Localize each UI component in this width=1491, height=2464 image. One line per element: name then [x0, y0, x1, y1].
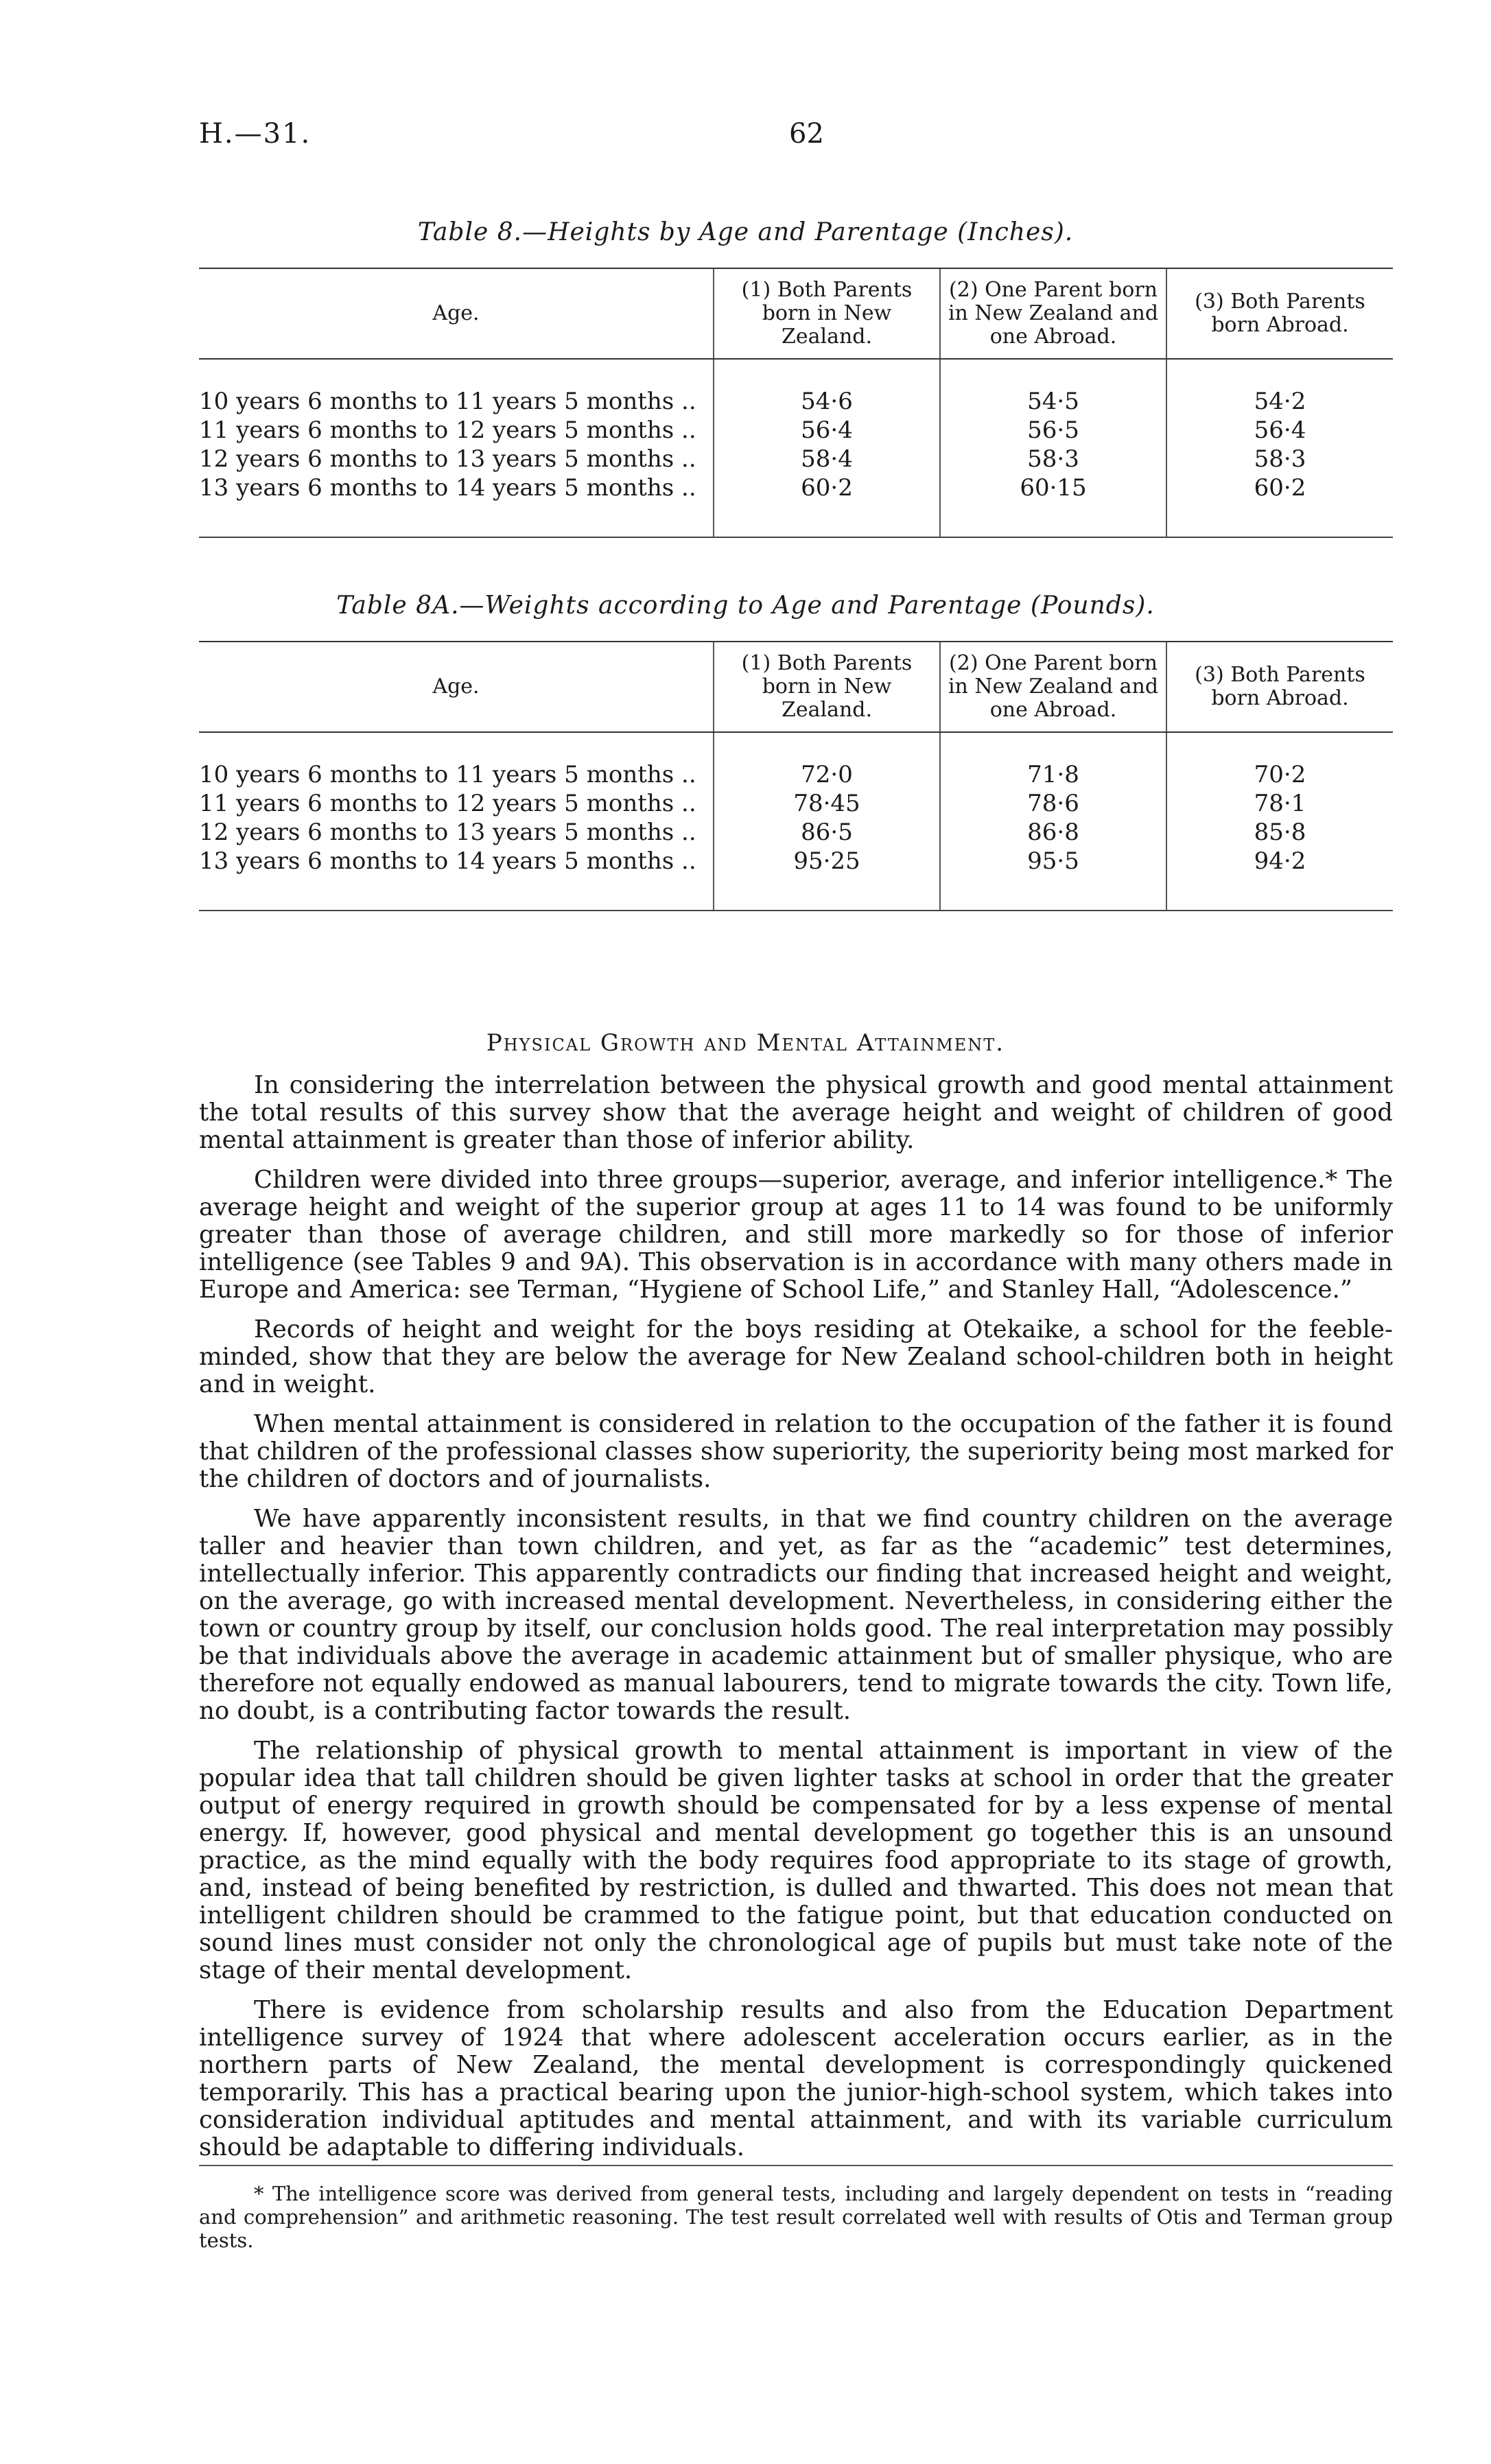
value-cell: 58·3 [1166, 445, 1393, 473]
value-cell: 86·8 [940, 818, 1166, 847]
column-header-age: Age. [199, 642, 714, 732]
value-cell: 60·2 [1166, 473, 1393, 502]
paragraph: The relationship of physical growth to mental attainment is important in view of the popular idea that tall children should be given lighter tasks at school in order that the greater output of energy required in growth should be compensated for by a less expense of mental energy. If, however, good physical and mental development go together this is an unsound practice, as the mind equally with the body requires food appropriate to its stage of growth, and, instead of being benefited by restriction, is dulled and thwarted. This does not mean that intelligent children should be crammed to the fatigue point, but that education conducted on sound lines must consider not only the chronological age of pupils but must take note of the stage of their mental development. [199, 1737, 1393, 1984]
value-cell: 70·2 [1166, 760, 1393, 789]
age-range-cell: 13 years 6 months to 14 years 5 months .. [199, 474, 696, 502]
body-text [199, 1072, 1393, 2174]
value-cell: 95·5 [940, 847, 1166, 876]
table-8-title: Table 8.—Heights by Age and Parentage (Inches). [417, 218, 1074, 246]
column-header-one-nz: (2) One Parent born in New Zealand and one Abroad. [940, 268, 1166, 359]
paragraph: Records of height and weight for the boys residing at Otekaike, a school for the feeble-minded, show that they are below the average for New Zealand school-children both in height and in weight. [199, 1315, 1393, 1398]
column-header-both-abroad: (3) Both Parents born Abroad. [1166, 268, 1393, 359]
age-range-cell: 12 years 6 months to 13 years 5 months .. [199, 819, 696, 846]
age-range-cell: 13 years 6 months to 14 years 5 months .. [199, 847, 696, 875]
value-cell: 85·8 [1166, 818, 1393, 847]
table-row [199, 445, 1393, 473]
value-cell: 60·15 [940, 473, 1166, 502]
value-cell: 86·5 [714, 818, 940, 847]
page-number: 62 [789, 118, 824, 150]
value-cell: 54·6 [714, 387, 940, 416]
paragraph: In considering the interrelation between the physical growth and good mental attainment the total results of this survey show that the average height and weight of children of good mental attainment is greater than those of inferior ability. [199, 1071, 1393, 1154]
age-range-cell: 10 years 6 months to 11 years 5 months .. [199, 388, 696, 415]
footnote: * The intelligence score was derived from general tests, including and largely dependent on tests in “reading and comprehension” and arithmetic reasoning. The test result correlated well with results of Otis and Terman group tests. [199, 2182, 1393, 2252]
value-cell: 78·45 [714, 789, 940, 818]
value-cell: 60·2 [714, 473, 940, 502]
value-cell: 78·1 [1166, 789, 1393, 818]
paragraph: We have apparently inconsistent results, in that we find country children on the average taller and heavier than town children, and yet, as far as the “academic” test determines, intellectually inferior. This apparently contradicts our finding that increased height and weight, on the average, go with increased mental development. Nevertheless, in considering either the town or country group by itself, our conclusion holds good. The real interpretation may possibly be that individuals above the average in academic attainment but of smaller physique, who are therefore not equally endowed as manual labourers, tend to migrate towards the city. Town life, no doubt, is a contributing factor towards the result. [199, 1505, 1393, 1725]
table-row [199, 416, 1393, 445]
table-row [199, 847, 1393, 876]
age-range-cell: 10 years 6 months to 11 years 5 months .. [199, 761, 696, 788]
value-cell: 56·4 [714, 416, 940, 445]
value-cell: 58·4 [714, 445, 940, 473]
section-heading: Physical Growth and Mental Attainment. [486, 1029, 1005, 1057]
table-header-row [199, 268, 1393, 359]
table-row [199, 387, 1393, 416]
document-reference: H.—31. [199, 118, 312, 150]
value-cell: 71·8 [940, 760, 1166, 789]
paragraph: Children were divided into three groups—superior, average, and inferior intelligence.* The average height and weight of the superior group at ages 11 to 14 was found to be uniformly greater than those of average children, and still more markedly so for those of inferior intelligence (see Tables 9 and 9A). This observation is in accordance with many others made in Europe and America: see Terman, “Hygiene of School Life,” and Stanley Hall, “Adolescence.” [199, 1166, 1393, 1304]
age-range-cell: 11 years 6 months to 12 years 5 months .. [199, 416, 696, 444]
page-header [199, 118, 1409, 159]
table-8-heights [199, 268, 1393, 538]
age-range-cell: 11 years 6 months to 12 years 5 months .. [199, 790, 696, 817]
value-cell: 72·0 [714, 760, 940, 789]
value-cell: 78·6 [940, 789, 1166, 818]
value-cell: 56·4 [1166, 416, 1393, 445]
column-header-age: Age. [199, 268, 714, 359]
table-row [199, 789, 1393, 818]
table-8a-weights [199, 641, 1393, 911]
value-cell: 58·3 [940, 445, 1166, 473]
column-header-both-abroad: (3) Both Parents born Abroad. [1166, 642, 1393, 732]
value-cell: 56·5 [940, 416, 1166, 445]
column-header-both-nz: (1) Both Parents born in New Zealand. [714, 642, 940, 732]
value-cell: 95·25 [714, 847, 940, 876]
footnote-divider [199, 2165, 1393, 2166]
table-8a-title: Table 8A.—Weights according to Age and Parentage (Pounds). [336, 591, 1155, 620]
value-cell: 94·2 [1166, 847, 1393, 876]
table-row [199, 760, 1393, 789]
column-header-both-nz: (1) Both Parents born in New Zealand. [714, 268, 940, 359]
table-row [199, 473, 1393, 502]
column-header-one-nz: (2) One Parent born in New Zealand and one Abroad. [940, 642, 1166, 732]
age-range-cell: 12 years 6 months to 13 years 5 months .. [199, 445, 696, 473]
paragraph: There is evidence from scholarship results and also from the Education Department intelligence survey of 1924 that where adolescent acceleration occurs earlier, as in the northern parts of New Zealand, the mental development is correspondingly quickened temporarily. This has a practical bearing upon the junior-high-school system, which takes into consideration individual aptitudes and mental attainment, and with its variable curriculum should be adaptable to differing individuals. [199, 1996, 1393, 2161]
table-row [199, 818, 1393, 847]
value-cell: 54·2 [1166, 387, 1393, 416]
table-header-row [199, 642, 1393, 732]
value-cell: 54·5 [940, 387, 1166, 416]
paragraph: When mental attainment is considered in relation to the occupation of the father it is found that children of the professional classes show superiority, the superiority being most marked for the children of doctors and of journalists. [199, 1410, 1393, 1493]
